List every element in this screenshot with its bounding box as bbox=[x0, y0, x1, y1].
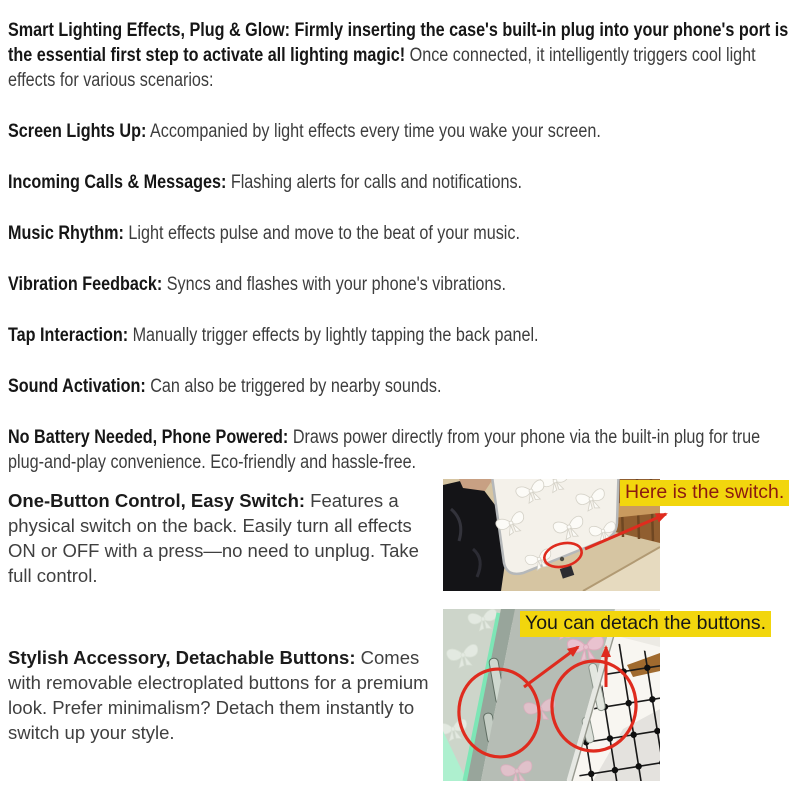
buttons-annotation-label bbox=[520, 611, 771, 637]
annotation-text: Here is the switch. bbox=[625, 481, 785, 503]
feature-text: Features a physical switch on the back. Easily turn all effects ON or OFF with a press—no need to unplug. Take full control. bbox=[8, 490, 419, 586]
feature-text: Flashing alerts for calls and notifications. bbox=[226, 172, 523, 193]
feature-row-buttons bbox=[0, 609, 800, 800]
paragraph-sound-activation bbox=[8, 374, 799, 399]
feature-title: Screen Lights Up: bbox=[8, 121, 147, 142]
feature-title: One-Button Control, Easy Switch: bbox=[8, 490, 306, 511]
feature-text: Accompanied by light effects every time you wake your screen. bbox=[146, 121, 601, 142]
paragraph-incoming-calls bbox=[8, 170, 799, 195]
switch-paragraph bbox=[8, 488, 440, 588]
annotation-text: You can detach the buttons. bbox=[525, 612, 767, 634]
feature-title: Sound Activation: bbox=[8, 376, 146, 397]
paragraph-vibration-feedback bbox=[8, 272, 799, 297]
paragraph-music-rhythm bbox=[8, 221, 799, 246]
paragraph-smart-lighting bbox=[8, 18, 799, 93]
feature-title: Music Rhythm: bbox=[8, 223, 124, 244]
switch-dot bbox=[560, 557, 564, 561]
feature-text: Light effects pulse and move to the beat of your music. bbox=[123, 223, 520, 244]
feature-text: Draws power directly from your phone via the built-in plug for true plug-and-play convenience. Eco-friendly and hassle-free. bbox=[8, 427, 761, 473]
feature-text: Manually trigger effects by lightly tapping the back panel. bbox=[128, 325, 539, 346]
feature-title: Stylish Accessory, Detachable Buttons: bbox=[8, 647, 356, 668]
feature-title: No Battery Needed, Phone Powered: bbox=[8, 427, 289, 448]
feature-text: Syncs and flashes with your phone's vibrations. bbox=[162, 274, 506, 295]
feature-title: Incoming Calls & Messages: bbox=[8, 172, 227, 193]
feature-title: Vibration Feedback: bbox=[8, 274, 163, 295]
feature-text: Can also be triggered by nearby sounds. bbox=[145, 376, 442, 397]
paragraph-tap-interaction bbox=[8, 323, 799, 348]
feature-title: Tap Interaction: bbox=[8, 325, 129, 346]
feature-text: Comes with removable electroplated buttons for a premium look. Prefer minimalism? Detach them instantly to switch up your style. bbox=[8, 647, 429, 743]
paragraph-no-battery bbox=[8, 425, 799, 475]
switch-annotation-label bbox=[620, 480, 789, 506]
buttons-paragraph bbox=[8, 645, 440, 745]
feature-text: Once connected, it intelligently triggers cool light effects for various scenarios: bbox=[8, 45, 756, 91]
paragraph-screen-lights-up bbox=[8, 119, 799, 144]
feature-title: Smart Lighting Effects, Plug & Glow: Firmly inserting the case's built-in plug into your phone's port is the essential first step to activate all lighting magic! bbox=[8, 20, 789, 66]
feature-row-switch bbox=[0, 479, 800, 609]
